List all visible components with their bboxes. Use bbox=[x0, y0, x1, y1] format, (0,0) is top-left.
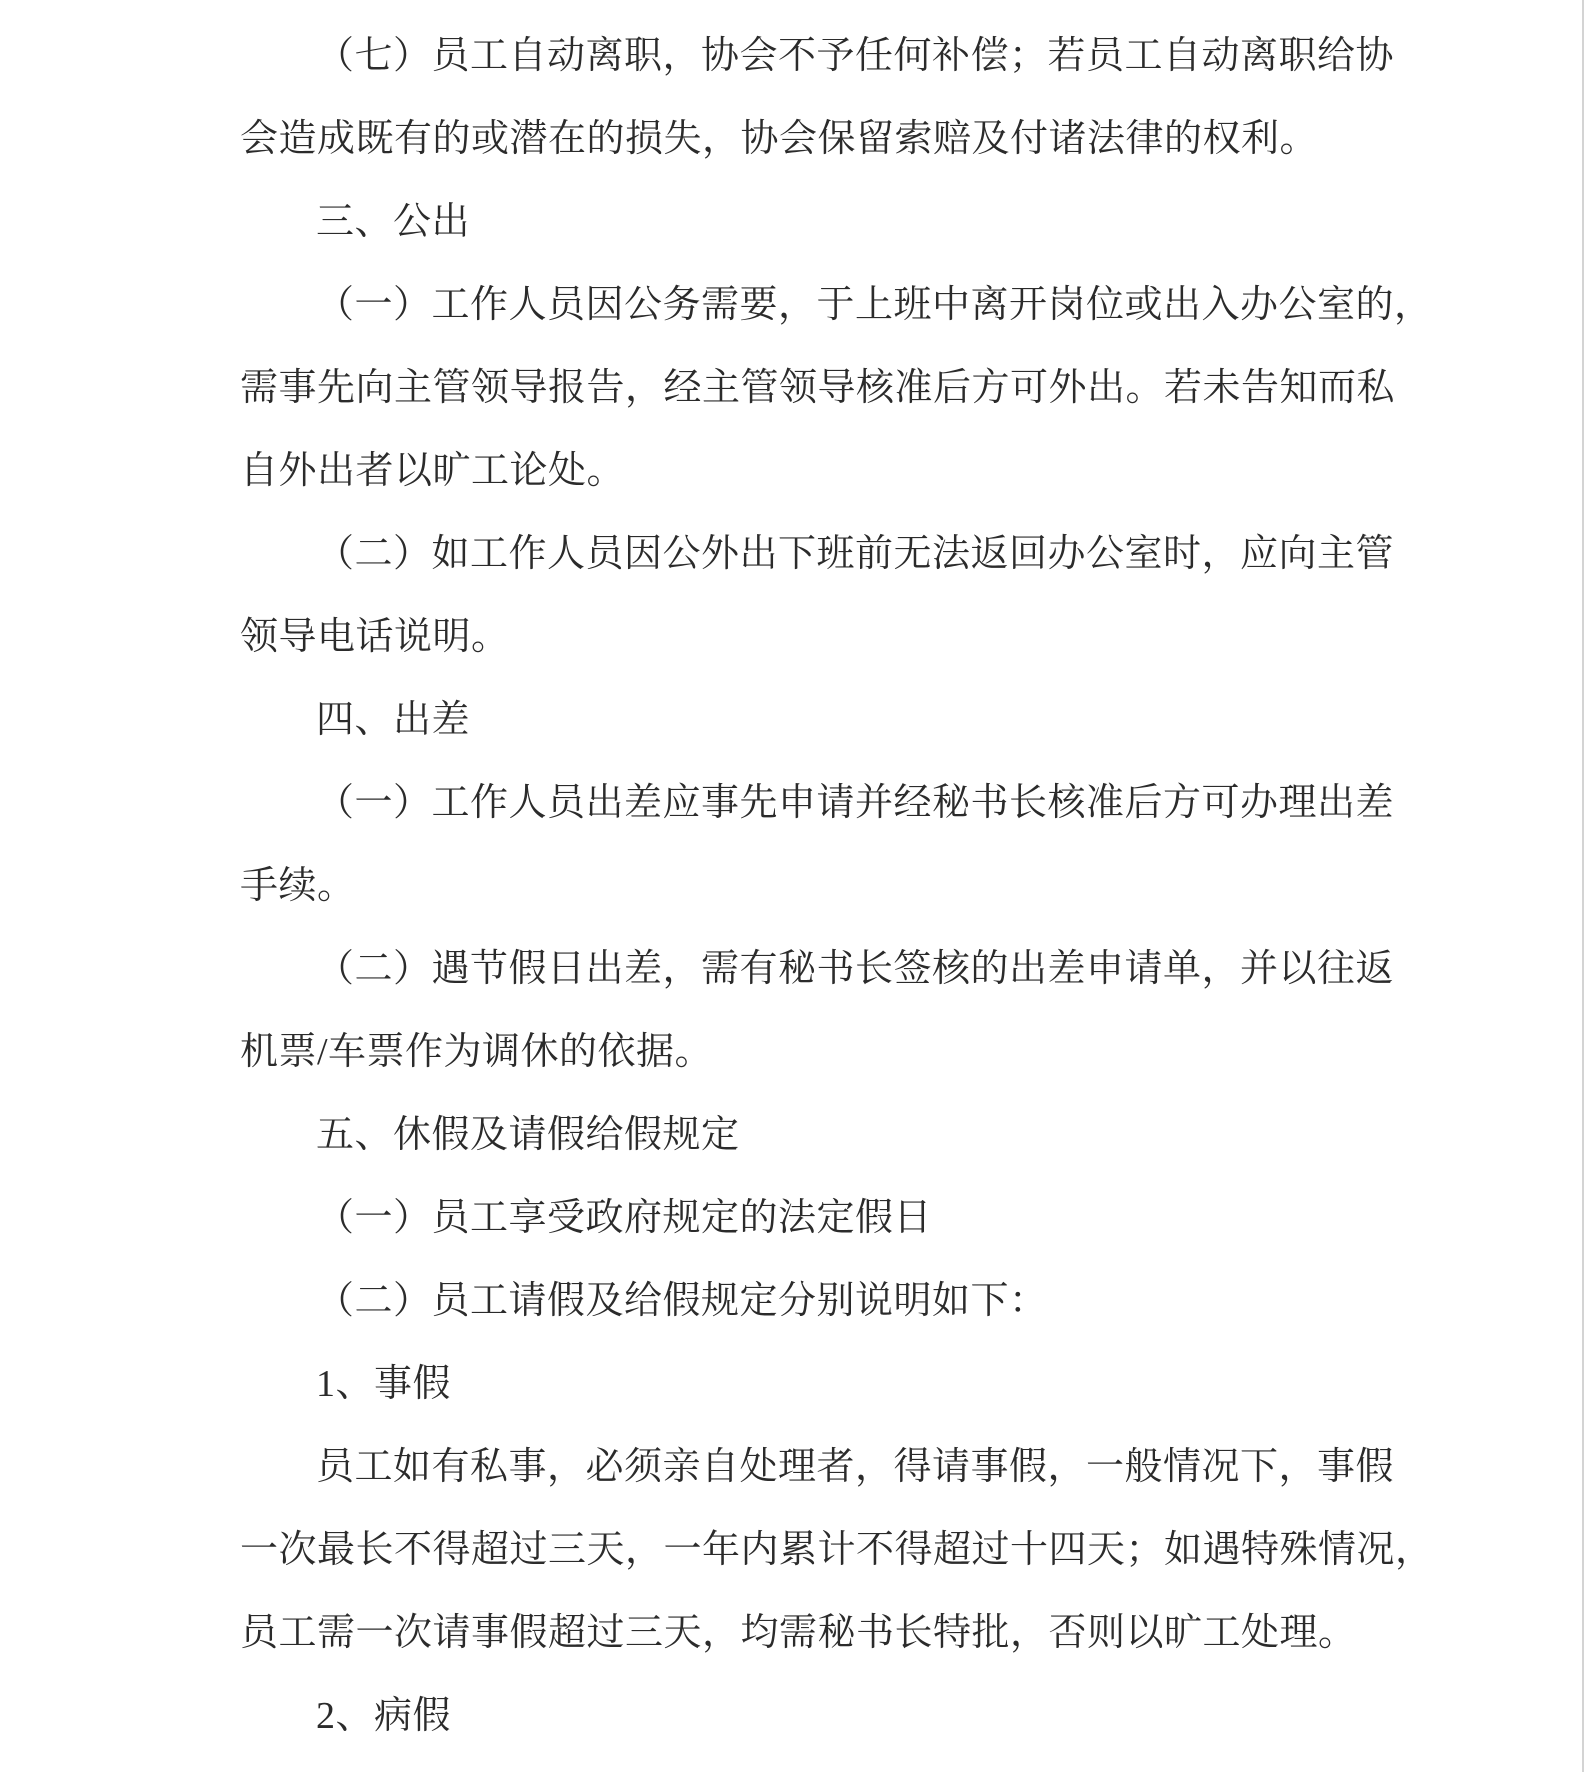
text-line: （一）工作人员出差应事先申请并经秘书长核准后方可办理出差 bbox=[316, 782, 1395, 824]
text-line: 机票/车票作为调休的依据。 bbox=[240, 1031, 714, 1073]
document-text bbox=[240, 15, 1440, 1758]
text-line: （二）遇节假日出差，需有秘书长签核的出差申请单，并以往返 bbox=[316, 948, 1395, 990]
text-line: （二）员工请假及给假规定分别说明如下： bbox=[316, 1280, 1048, 1322]
section-heading: 四、出差 bbox=[316, 699, 471, 741]
text-line: （一）工作人员因公务需要，于上班中离开岗位或出入办公室的， bbox=[316, 284, 1433, 326]
text-line: 会造成既有的或潜在的损失，协会保留索赔及付诸法律的权利。 bbox=[240, 118, 1319, 160]
text-line: （一）员工享受政府规定的法定假日 bbox=[316, 1197, 933, 1239]
subsection-heading: 2、病假 bbox=[316, 1695, 452, 1737]
section-heading: 三、公出 bbox=[316, 201, 471, 243]
subsection-heading: 1、事假 bbox=[316, 1363, 452, 1405]
text-line: 手续。 bbox=[240, 865, 356, 907]
text-line: 员工如有私事，必须亲自处理者，得请事假，一般情况下，事假 bbox=[316, 1446, 1395, 1488]
text-line: 员工需一次请事假超过三天，均需秘书长特批，否则以旷工处理。 bbox=[240, 1612, 1357, 1654]
page-edge-line bbox=[1582, 0, 1584, 1772]
section-heading: 五、休假及请假给假规定 bbox=[316, 1114, 740, 1156]
text-line: （二）如工作人员因公外出下班前无法返回办公室时，应向主管 bbox=[316, 533, 1395, 575]
text-line: （七）员工自动离职，协会不予任何补偿；若员工自动离职给协 bbox=[316, 35, 1395, 77]
text-line: 领导电话说明。 bbox=[240, 616, 510, 658]
text-line: 一次最长不得超过三天，一年内累计不得超过十四天；如遇特殊情况， bbox=[240, 1529, 1434, 1571]
text-line: 需事先向主管领导报告，经主管领导核准后方可外出。若未告知而私 bbox=[240, 367, 1396, 409]
text-line: 自外出者以旷工论处。 bbox=[240, 450, 626, 492]
